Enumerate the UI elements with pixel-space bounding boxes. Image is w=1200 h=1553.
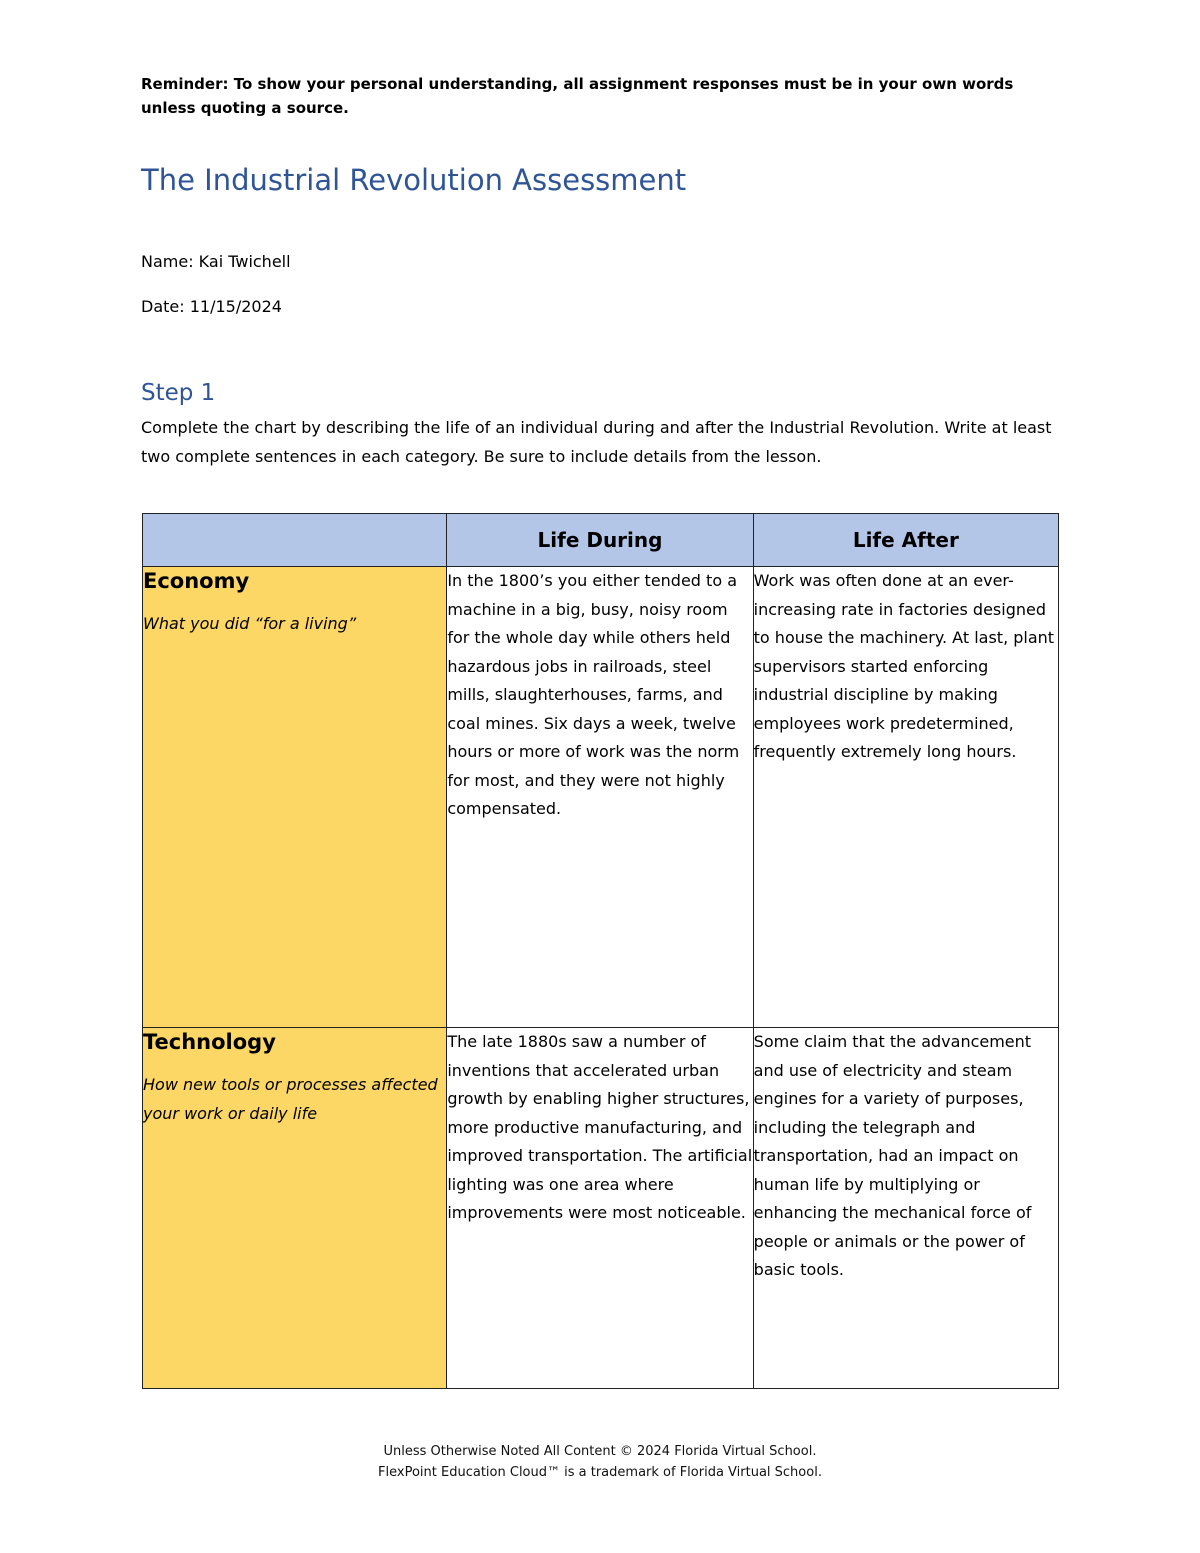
- table-row-economy: [143, 567, 1059, 1028]
- response-economy-during[interactable]: In the 1800’s you either tended to a machine in a big, busy, noisy room for the whole day while others held hazardous jobs in railroads, steel mills, slaughterhouses, farms, and coal mines. Six days a week, twelve hours or more of work was the norm for most, and they were not highly compensated.: [447, 567, 753, 1028]
- copyright-line: Unless Otherwise Noted All Content © 2024 Florida Virtual School.: [383, 1444, 817, 1459]
- page-title: The Industrial Revolution Assessment: [141, 163, 687, 197]
- student-name: Name: Kai Twichell: [141, 252, 291, 271]
- response-technology-during[interactable]: The late 1880s saw a number of inventions that accelerated urban growth by enabling higher structures, more productive manufacturing, and improved transportation. The artificial lighting was one area where improvements were most noticeable.: [447, 1028, 753, 1389]
- response-technology-after[interactable]: Some claim that the advancement and use of electricity and steam engines for a variety of purposes, including the telegraph and transportation, had an impact on human life by multiplying or enhancing the mechanical force of people or animals or the power of basic tools.: [753, 1028, 1058, 1389]
- response-economy-after[interactable]: Work was often done at an ever-increasing rate in factories designed to house the machinery. At last, plant supervisors started enforcing industrial discipline by making employees work predetermined, frequently extremely long hours.: [753, 567, 1058, 1028]
- assignment-date: Date: 11/15/2024: [141, 297, 282, 316]
- header-cell-blank: [143, 514, 447, 567]
- table-row-technology: [143, 1028, 1059, 1389]
- category-title: Economy: [143, 569, 250, 593]
- page-footer: [0, 1441, 1200, 1483]
- category-description: What you did “for a living”: [143, 614, 357, 633]
- header-life-during: Life During: [447, 514, 753, 567]
- header-life-after: Life After: [753, 514, 1058, 567]
- step-instructions: Complete the chart by describing the life of an individual during and after the Industrial Revolution. Write at least two complete sentences in each category. Be sure to include details from the lesson.: [141, 418, 1052, 466]
- step-heading: Step 1: [141, 380, 216, 406]
- category-cell-economy: [143, 567, 447, 1028]
- category-title: Technology: [143, 1030, 276, 1054]
- table-header-row: [143, 514, 1059, 567]
- category-cell-technology: [143, 1028, 447, 1389]
- trademark-line: FlexPoint Education Cloud™ is a trademark of Florida Virtual School.: [378, 1465, 822, 1480]
- category-description: How new tools or processes affected your work or daily life: [143, 1075, 438, 1123]
- reminder-note: Reminder: To show your personal understanding, all assignment responses must be in your own words unless quoting a source.: [141, 75, 1014, 117]
- life-chart-table: [142, 513, 1059, 1389]
